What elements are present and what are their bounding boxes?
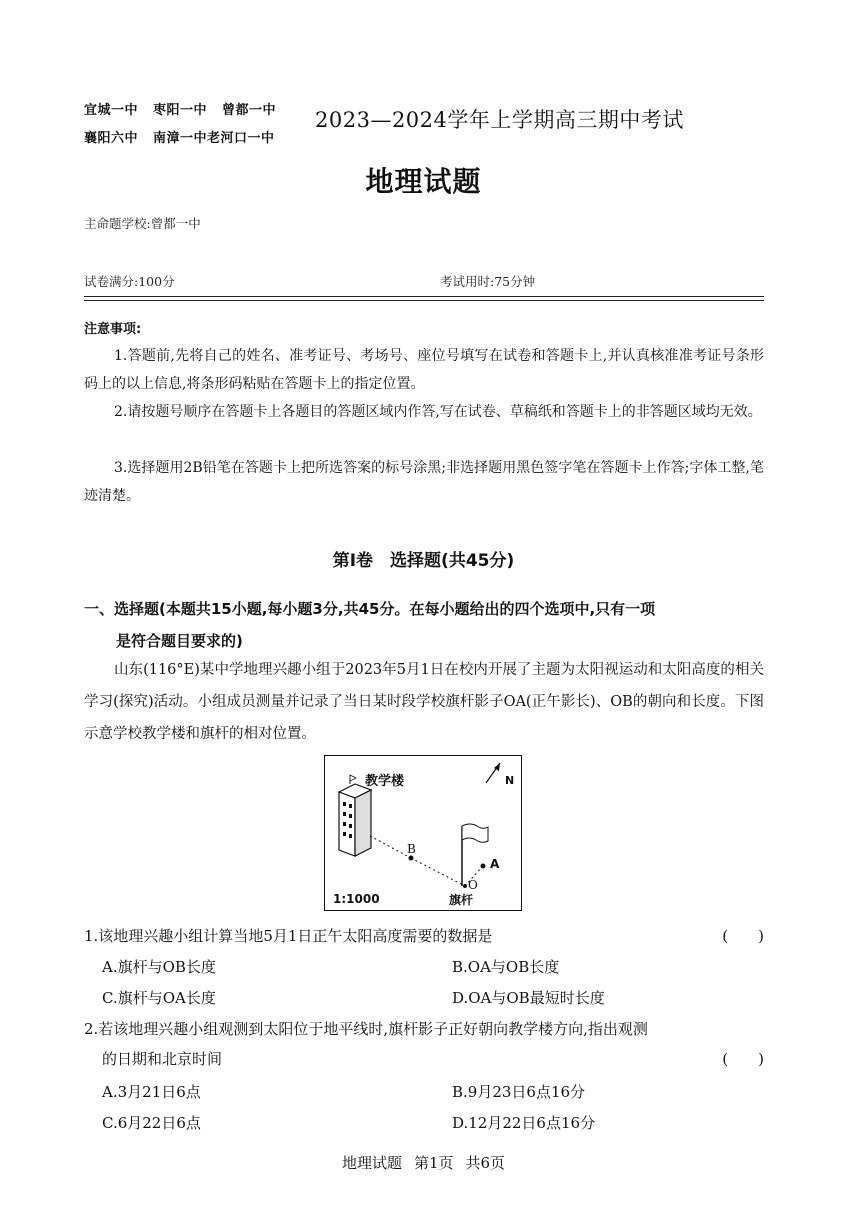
schematic-figure: [324, 755, 522, 911]
question-stem-cont: 的日期和北京时间: [102, 1050, 223, 1068]
school-name: 枣阳一中: [153, 103, 208, 118]
question-2: [84, 1014, 764, 1074]
option-d: D.12月22日6点16分: [452, 1114, 596, 1132]
footer-subject: 地理试题: [341, 1154, 402, 1172]
question-stem: 1.该地理兴趣小组计算当地5月1日正午太阳高度需要的数据是: [84, 927, 493, 945]
school-list: [84, 97, 291, 153]
option-a: A.旗杆与OB长度: [102, 958, 216, 976]
footer-page: 第1页: [413, 1154, 454, 1172]
figure-svg: [325, 756, 520, 909]
school-name: 南漳一中: [153, 131, 208, 146]
point-o-dot: [463, 884, 467, 888]
point-b-label: B: [407, 842, 416, 856]
question-1: [84, 921, 764, 951]
flagpole-icon: [462, 824, 488, 886]
school-name: 曾都一中: [222, 103, 277, 118]
option-c: C.旗杆与OA长度: [102, 989, 216, 1007]
note-item: 1.答题前,先将自己的姓名、准考证号、考场号、座位号填写在试卷和答题卡上,并认真核准准考证号条形码上的以上信息,将条形码粘贴在答题卡上的指定位置。: [84, 348, 764, 392]
answer-bracket: ( ): [722, 927, 764, 945]
heading-line: 一、选择题(本题共15小题,每小题3分,共45分。在每小题给出的四个选项中,只有一项: [84, 600, 656, 618]
footer-total: 共6页: [465, 1154, 506, 1172]
exam-duration: 考试用时:75分钟: [440, 274, 536, 289]
point-a-dot: [481, 864, 486, 869]
page-footer: [0, 1152, 847, 1173]
shadow-line: [370, 836, 411, 858]
school-row: [84, 125, 291, 153]
heading-line: 是符合题目要求的): [116, 632, 243, 650]
point-b-dot: [409, 856, 414, 861]
school-name: 宜城一中: [84, 103, 139, 118]
divider-line: [84, 300, 764, 301]
exam-title: 2023—2024学年上学期高三期中考试: [315, 108, 684, 132]
option-b: B.9月23日6点16分: [452, 1083, 586, 1101]
note-item: 3.选择题用2B铅笔在答题卡上把所选答案的标号涂黑;非选择题用黑色签字笔在答题卡上作答;字体工整,笔迹清楚。: [84, 460, 764, 504]
subject-title: 地理试题: [365, 165, 482, 198]
full-score: 试卷满分:100分: [84, 274, 175, 289]
scale-label: 1:1000: [333, 892, 380, 906]
setter-school: 主命题学校:曾都一中: [84, 216, 201, 231]
divider-line: [84, 296, 764, 297]
shadow-ob: [411, 858, 465, 886]
note-item: 2.请按题号顺序在答题卡上各题目的答题区域内作答,写在试卷、草稿纸和答题卡上的非答题区域均无效。: [114, 404, 762, 420]
point-o-label: O: [468, 878, 478, 892]
school-name: 老河口一中: [207, 131, 275, 146]
flagpole-label: 旗杆: [449, 893, 474, 907]
school-name: 襄阳六中: [84, 131, 139, 146]
option-b: B.OA与OB长度: [452, 958, 560, 976]
option-d: D.OA与OB最短时长度: [452, 989, 605, 1007]
material-stem: 山东(116°E)某中学地理兴趣小组于2023年5月1日在校内开展了主题为太阳视运动和太阳高度的相关学习(探究)活动。小组成员测量并记录了当日某时段学校旗杆影子OA(正午影长)、OB的朝向和长度。下图示意学校教学楼和旗杆的相对位置。: [84, 662, 764, 742]
option-c: C.6月22日6点: [102, 1114, 201, 1132]
school-row: [84, 97, 291, 125]
option-a: A.3月21日6点: [102, 1083, 201, 1101]
question-group-heading: [84, 593, 764, 657]
notes-heading: 注意事项:: [84, 322, 142, 337]
question-stem: 2.若该地理兴趣小组观测到太阳位于地平线时,旗杆影子正好朝向教学楼方向,指出观测: [84, 1020, 648, 1038]
north-label: N: [505, 774, 515, 787]
building-label: 教学楼: [365, 774, 405, 789]
north-arrow-icon: [486, 763, 500, 783]
section-title: 第Ⅰ卷 选择题(共45分): [332, 551, 515, 571]
point-a-label: A: [490, 857, 500, 871]
answer-bracket: ( ): [722, 1050, 764, 1068]
